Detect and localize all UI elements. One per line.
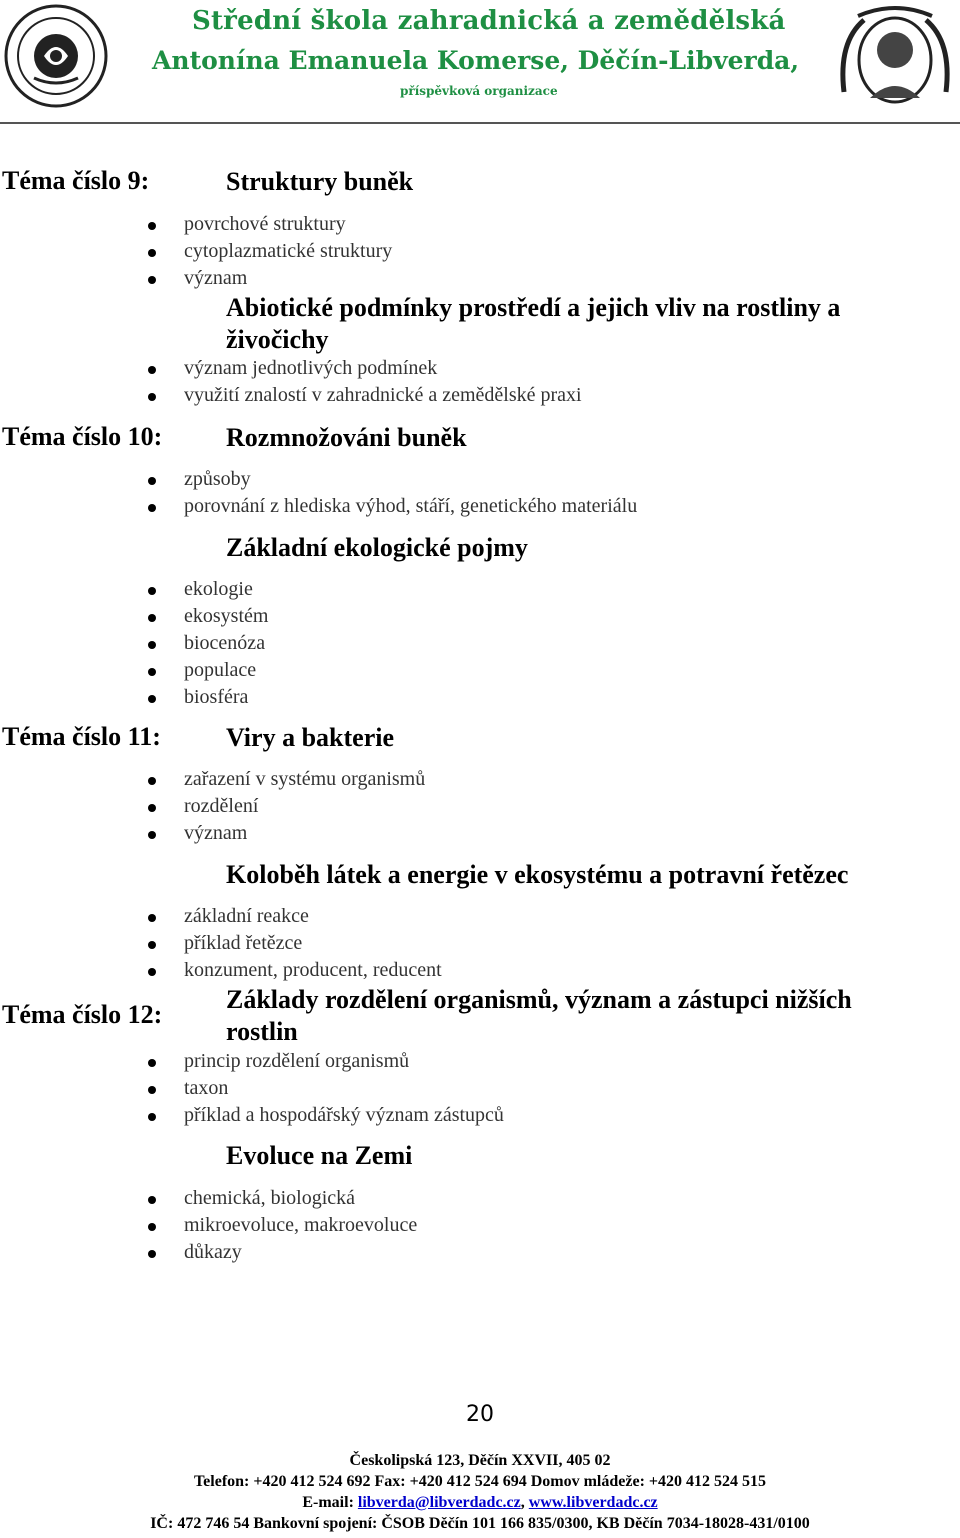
list-item: princip rozdělení organismů (184, 1050, 410, 1072)
list-item: význam jednotlivých podmínek (184, 357, 438, 379)
list-item: důkazy (184, 1241, 242, 1263)
list-item: cytoplazmatické struktury (184, 240, 393, 262)
list-item: porovnání z hlediska výhod, stáří, genetického materiálu (184, 495, 638, 517)
page-number: 20 (466, 1402, 494, 1427)
footer-address: Českolipská 123, Děčín XXVII, 405 02 (349, 1452, 611, 1469)
list-item: základní reakce (184, 905, 309, 927)
website-link[interactable]: www.libverdadc.cz (528, 1494, 658, 1511)
footer-separator: , (520, 1494, 525, 1511)
email-label: E-mail: (302, 1494, 354, 1511)
topic-heading: Struktury buněk (226, 167, 414, 196)
topic-heading: Evoluce na Zemi (226, 1141, 413, 1170)
list-item: chemická, biologická (184, 1187, 356, 1209)
list-item: příklad řetězce (184, 932, 303, 954)
list-item: populace (184, 659, 257, 681)
list-item: význam (184, 267, 248, 289)
school-name-line2: Antonína Emanuela Komerse, Děčín-Libverda, (152, 46, 800, 75)
list-item: biosféra (184, 686, 249, 708)
list-item: rozdělení (184, 795, 259, 817)
list-item: konzument, producent, reducent (184, 959, 442, 981)
list-item: povrchové struktury (184, 213, 346, 235)
list-item: ekosystém (184, 605, 269, 627)
list-item: příklad a hospodářský význam zástupců (184, 1104, 504, 1126)
footer-phones: Telefon: +420 412 524 692 Fax: +420 412 524 694 Domov mládeže: +420 412 524 515 (193, 1473, 767, 1490)
school-name-line1: Střední škola zahradnická a zemědělská (192, 6, 786, 36)
list-item: biocenóza (184, 632, 266, 654)
footer-contacts (0, 1494, 960, 1512)
topic-heading: Viry a bakterie (226, 723, 394, 752)
topic-heading: Rozmnožováni buněk (226, 423, 467, 452)
list-item: ekologie (184, 578, 253, 600)
list-item: význam (184, 822, 248, 844)
topic-label: Téma číslo 9: (2, 166, 150, 195)
letterhead (0, 0, 960, 124)
school-logo-portrait-emblem (834, 2, 956, 110)
topic-heading: Abiotické podmínky prostředí a jejich vliv na rostliny a živočichy (226, 293, 841, 354)
topic-label: Téma číslo 12: (2, 1000, 163, 1029)
list-item: taxon (184, 1077, 229, 1099)
email-link[interactable]: libverda@libverdadc.cz (357, 1494, 521, 1511)
topic-label: Téma číslo 10: (2, 422, 163, 451)
topic-heading: Základy rozdělení organismů, význam a zástupci nižších rostlin (226, 985, 852, 1046)
school-legal-form: příspěvková organizace (400, 84, 558, 98)
topic-heading: Koloběh látek a energie v ekosystému a potravní řetězec (226, 860, 849, 889)
topic-label: Téma číslo 11: (2, 722, 161, 751)
topic-heading: Základní ekologické pojmy (226, 533, 528, 562)
list-item: způsoby (184, 468, 251, 490)
list-item: zařazení v systému organismů (184, 768, 426, 790)
footer-bank: IČ: 472 746 54 Bankovní spojení: ČSOB Děčín 101 166 835/0300, KB Děčín 7034-18028-431/0100 (150, 1515, 810, 1532)
header-divider (0, 122, 960, 124)
school-logo-rose-seal (4, 4, 108, 108)
list-item: využití znalostí v zahradnické a zemědělské praxi (184, 384, 582, 406)
list-item: mikroevoluce, makroevoluce (184, 1214, 418, 1236)
